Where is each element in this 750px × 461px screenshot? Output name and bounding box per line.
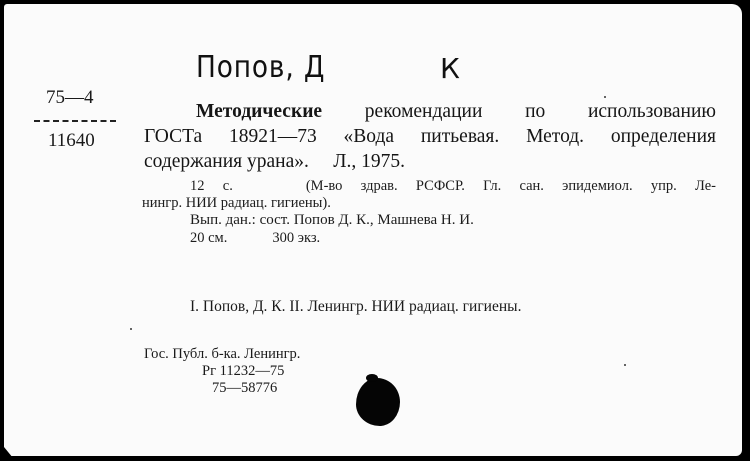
title-bold-word: Методические [196,101,323,122]
copies-value: 300 экз. [272,230,321,246]
title-line-3: содержания урана». Л., 1975. [144,151,405,172]
library-registry-number: Рг 11232—75 [202,363,285,379]
library-name: Гос. Публ. б-ка. Ленингр. [144,346,301,362]
speck [604,96,606,98]
speck [130,328,132,330]
compilers-note: Вып. дан.: сост. Попов Д. К., Машнева Н. И. [190,212,474,228]
physical-description [190,230,320,247]
speck [624,364,626,366]
handwritten-author: Попов, Д [196,50,326,85]
library-accession-number: 75—58776 [212,380,278,396]
title-line-1-rest: рекомендации по использованию [364,101,716,122]
shelfmark-top: 75—4 [46,87,94,108]
shelfmark-divider [34,120,116,122]
shelfmark-bottom: 11640 [48,130,95,151]
title-line-1 [144,99,716,124]
title-line-2: ГОСТа 18921—73 «Вода питьевая. Метод. определения [144,126,716,147]
ink-blot [356,378,400,426]
collation-line-1: 12 с. (М-во здрав. РСФСР. Гл. сан. эпидемиол. упр. Ле- [190,178,716,194]
collation-line-2: нингр. НИИ радиац. гигиены). [142,195,331,211]
size-value: 20 см. [190,230,228,246]
handwritten-letter: К [440,52,461,85]
title-block [144,99,716,174]
tracing-line: I. Попов, Д. К. II. Ленингр. НИИ радиац. гигиены. [190,298,522,315]
